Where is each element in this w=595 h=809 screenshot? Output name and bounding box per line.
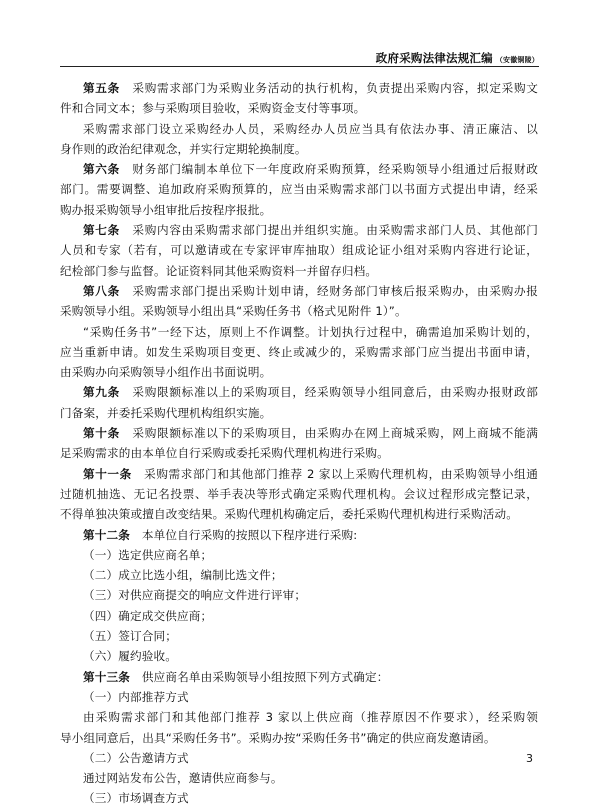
paragraph-line — [60, 464, 538, 484]
list-item-text: （六）履约验收。 — [83, 649, 177, 664]
line-text: 采购需求部门提出采购计划申请，经财务部门审核后报采购办，由采购办报 — [131, 283, 539, 298]
line-text: “采购任务书”一经下达，原则上不作调整。计划执行过程中，确需追加采购计划的， — [83, 324, 538, 339]
paragraph — [60, 382, 538, 423]
line-text: 由采购需求部门和其他部门推荐 3 家以上供应商（推荐原因不作要求），经采购领 — [83, 710, 538, 725]
page-number: 3 — [526, 752, 533, 765]
article-number: 第五条 — [83, 81, 120, 95]
paragraph — [60, 423, 538, 464]
list-item-text: （三）对供应商提交的响应文件进行评审； — [83, 588, 307, 603]
paragraph-line — [60, 443, 538, 463]
paragraph-article-13 — [60, 667, 538, 687]
paragraph-line — [60, 78, 538, 98]
list-item — [60, 585, 538, 605]
line-text: 采购需求部门设立采购经办人员，采购经办人员应当具有依法办事、清正廉洁、以 — [83, 121, 538, 136]
list-item — [60, 626, 538, 646]
paragraph-line — [60, 159, 538, 179]
subheading — [60, 748, 538, 768]
paragraph-line — [60, 240, 538, 260]
header-subtitle: （安徽铜陵） — [495, 56, 539, 64]
subheading-text: （一）内部推荐方式 — [83, 689, 189, 704]
line-text: 采购领导小组。采购领导小组出具“采购任务书（格式见附件 1）”。 — [60, 304, 407, 319]
line-text: 供应商名单由采购领导小组按照下列方式确定： — [141, 669, 389, 684]
paragraph-line — [60, 139, 538, 159]
paragraph-line — [60, 119, 538, 139]
list-item-text: （五）签订合同； — [83, 629, 177, 644]
paragraph — [60, 464, 538, 525]
paragraph — [60, 78, 538, 119]
paragraph — [60, 281, 538, 322]
list-item-text: （四）确定成交供应商； — [83, 608, 213, 623]
line-text: 采购需求部门和其他部门推荐 2 家以上采购代理机构，由采购领导小组通 — [143, 466, 538, 481]
paragraph-line — [60, 504, 538, 524]
line-text: 由采购办向采购领导小组作出书面说明。 — [60, 365, 272, 380]
list-item-text: （一）选定供应商名单； — [83, 547, 213, 562]
line-text: 过随机抽选、无记名投票、举手表决等形式确定采购代理机构。会议过程形成完整记录， — [60, 486, 538, 501]
line-text: 身作则的政治纪律观念，并实行定期轮换制度。 — [60, 141, 307, 156]
paragraph-line — [60, 98, 538, 118]
paragraph — [60, 159, 538, 220]
line-text: 应当重新申请。如发生采购项目变更、终止或减少的，采购需求部门应当提出书面申请， — [60, 344, 538, 359]
article-number: 第九条 — [83, 385, 120, 400]
line-text: 纪检部门参与监督。论证资料同其他采购资料一并留存归档。 — [60, 263, 378, 278]
header-title — [376, 50, 539, 66]
paragraph — [60, 322, 538, 383]
paragraph-line — [60, 342, 538, 362]
list-item-text: （二）成立比选小组，编制比选文件； — [83, 568, 283, 583]
line-text: 本单位自行采购的按照以下程序进行采购: — [141, 527, 358, 542]
paragraph-line — [60, 179, 538, 199]
paragraph-line — [60, 423, 538, 443]
line-text: 采购限额标准以下的采购项目，由采购办在网上商城采购，网上商城不能满 — [131, 426, 539, 441]
subheading-text: （二）公告邀请方式 — [83, 750, 189, 765]
line-text: 财务部门编制本单位下一年度政府采购预算，经采购领导小组通过后报财政 — [131, 162, 539, 177]
paragraph-line — [60, 382, 538, 402]
paragraph — [60, 707, 538, 748]
line-text: 不得单独决策或擅自改变结果。采购代理机构确定后，委托采购代理机构进行采购活动。 — [60, 507, 519, 522]
article-number: 第七条 — [83, 223, 120, 238]
line-text: 门备案，并委托采购代理机构组织实施。 — [60, 405, 272, 420]
line-text: 采购需求部门为采购业务活动的执行机构，负责提出采购内容，拟定采购文 — [131, 81, 539, 95]
header-title-text: 政府采购法律法规汇编 — [375, 51, 493, 65]
list-item — [60, 646, 538, 666]
subheading — [60, 788, 538, 808]
article-number: 第八条 — [83, 283, 120, 298]
line-text: 件和合同文本；参与采购项目验收，采购资金支付等事项。 — [60, 101, 366, 116]
line-text: 部门。需要调整、追加政府采购预算的，应当由采购需求部门以书面方式提出申请，经采 — [60, 182, 538, 197]
subheading-text: （三）市场调查方式 — [83, 791, 189, 806]
paragraph-line — [60, 707, 538, 727]
page-header — [60, 44, 539, 67]
paragraph-line — [60, 301, 538, 321]
paragraph — [60, 119, 538, 160]
paragraph — [60, 220, 538, 281]
paragraph-line — [60, 525, 538, 545]
subheading — [60, 687, 538, 707]
paragraph — [60, 768, 538, 788]
line-text: 人员和专家（若有，可以邀请或在专家评审库抽取）组成论证小组对采购内容进行论证， — [60, 243, 538, 258]
line-text: 足采购需求的由本单位自行采购或委托采购代理机构进行采购。 — [60, 446, 389, 461]
article-number: 第十二条 — [83, 527, 130, 542]
page-body — [60, 78, 538, 809]
list-item — [60, 606, 538, 626]
paragraph-line — [60, 484, 538, 504]
line-text: 采购限额标准以上的采购项目，经采购领导小组同意后，由采购办报财政部 — [131, 385, 539, 400]
paragraph-text: 通过网站发布公告，邀请供应商参与。 — [83, 771, 283, 786]
paragraph-line — [60, 728, 538, 748]
article-number: 第十一条 — [83, 466, 132, 481]
paragraph-line — [60, 220, 538, 240]
list-item — [60, 565, 538, 585]
line-text: 购办报采购领导小组审批后按程序报批。 — [60, 202, 272, 217]
paragraph-line — [60, 261, 538, 281]
paragraph-line — [60, 403, 538, 423]
article-number: 第十条 — [83, 426, 120, 441]
article-number: 第十三条 — [83, 669, 130, 684]
line-text: 采购内容由采购需求部门提出并组织实施。由采购需求部门人员、其他部门 — [131, 223, 539, 238]
paragraph-line — [60, 322, 538, 342]
paragraph — [60, 525, 538, 545]
list-item — [60, 545, 538, 565]
paragraph-line — [60, 200, 538, 220]
article-number: 第六条 — [83, 162, 120, 177]
paragraph-line — [60, 362, 538, 382]
paragraph-line — [60, 281, 538, 301]
paragraph-line — [60, 667, 538, 687]
line-text: 导小组同意后，出具“采购任务书”。采购办按“采购任务书”确定的供应商发邀请函。 — [60, 730, 496, 745]
